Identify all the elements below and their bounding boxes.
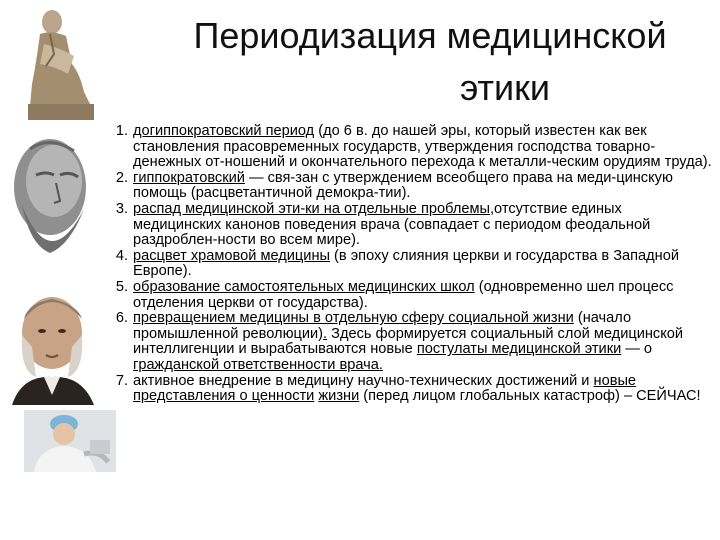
underlined-term: догиппократовский период (133, 123, 315, 139)
underlined-term: постулаты медицинской этики (416, 341, 622, 358)
underlined-term: новые представления о ценности (133, 372, 637, 405)
illustrations-column (0, 0, 115, 540)
list-item-number: 1. (115, 123, 128, 139)
list-item-number: 6. (115, 310, 128, 327)
underlined-term: . (323, 325, 328, 342)
underlined-term: превращением медицины в отдельную сферу социальной жизни (133, 310, 574, 327)
list-item-text: (перед лицом глобальных катастроф) – СЕЙЧАС! (359, 388, 701, 405)
underlined-term: распад медицинской эти-ки на отдельные проблемы (133, 200, 490, 217)
slide-title (150, 10, 710, 114)
underlined-term: гиппократовский (133, 169, 245, 186)
list-item-text: — свя-зан с утверждением всеобщего права на меди-цинскую помощь (расцветантичной демокра-тии). (133, 169, 673, 202)
list-item (100, 311, 712, 373)
list-item-text: (в эпоху слияния церкви и государства в Западной Европе). (133, 247, 680, 280)
list-item-text: активное внедрение в медицину научно-технических достижений и (133, 372, 594, 389)
list-item-text: (одновременно шел процесс отделения церкви от государства). (133, 278, 674, 311)
list-item (100, 171, 712, 202)
list-item-text: ,отсутствие единых медицинских канонов поведения врача (совпадает с периодом феодальной раздроблен-ности во всем мире). (133, 200, 651, 249)
list-item (100, 374, 712, 405)
underlined-term: образование самостоятельных медицинских школ (133, 278, 475, 295)
list-item-number: 4. (115, 247, 128, 264)
title-line-2: этики (459, 67, 551, 108)
list-item (100, 249, 712, 280)
underlined-term: гражданской ответственности врача. (133, 356, 383, 373)
list-item (100, 124, 712, 171)
doctor-portrait-image (2, 285, 102, 405)
list-item-text: — о (621, 341, 653, 358)
hippocrates-bust-image (0, 125, 100, 275)
list-item-text: Здесь формируется социальный слой медицинской интеллигенции и вырабатываются новые (133, 325, 684, 358)
list-item-text: (до 6 в. до нашей эры, который известен как век становления прасовременных государств, утверждения господства товарно-денежных от-ношений и окончательного перехода к металли-ческим орудиям труда). (133, 123, 712, 171)
statue-image (10, 4, 110, 122)
list-item-number: 2. (115, 169, 128, 186)
list-item-number: 3. (115, 200, 128, 217)
underlined-term: расцвет храмовой медицины (133, 247, 330, 264)
list-item-text: (начало промышленной революции) (133, 310, 632, 342)
list-item (100, 280, 712, 311)
modern-doctor-image (24, 410, 116, 472)
list-item-number: 5. (115, 278, 128, 295)
list-item (100, 202, 712, 249)
title-line-1: Периодизация медицинской (193, 15, 667, 56)
underlined-term: жизни (318, 388, 360, 405)
ethics-periods-list (100, 124, 712, 405)
list-item-number: 7. (115, 372, 128, 389)
